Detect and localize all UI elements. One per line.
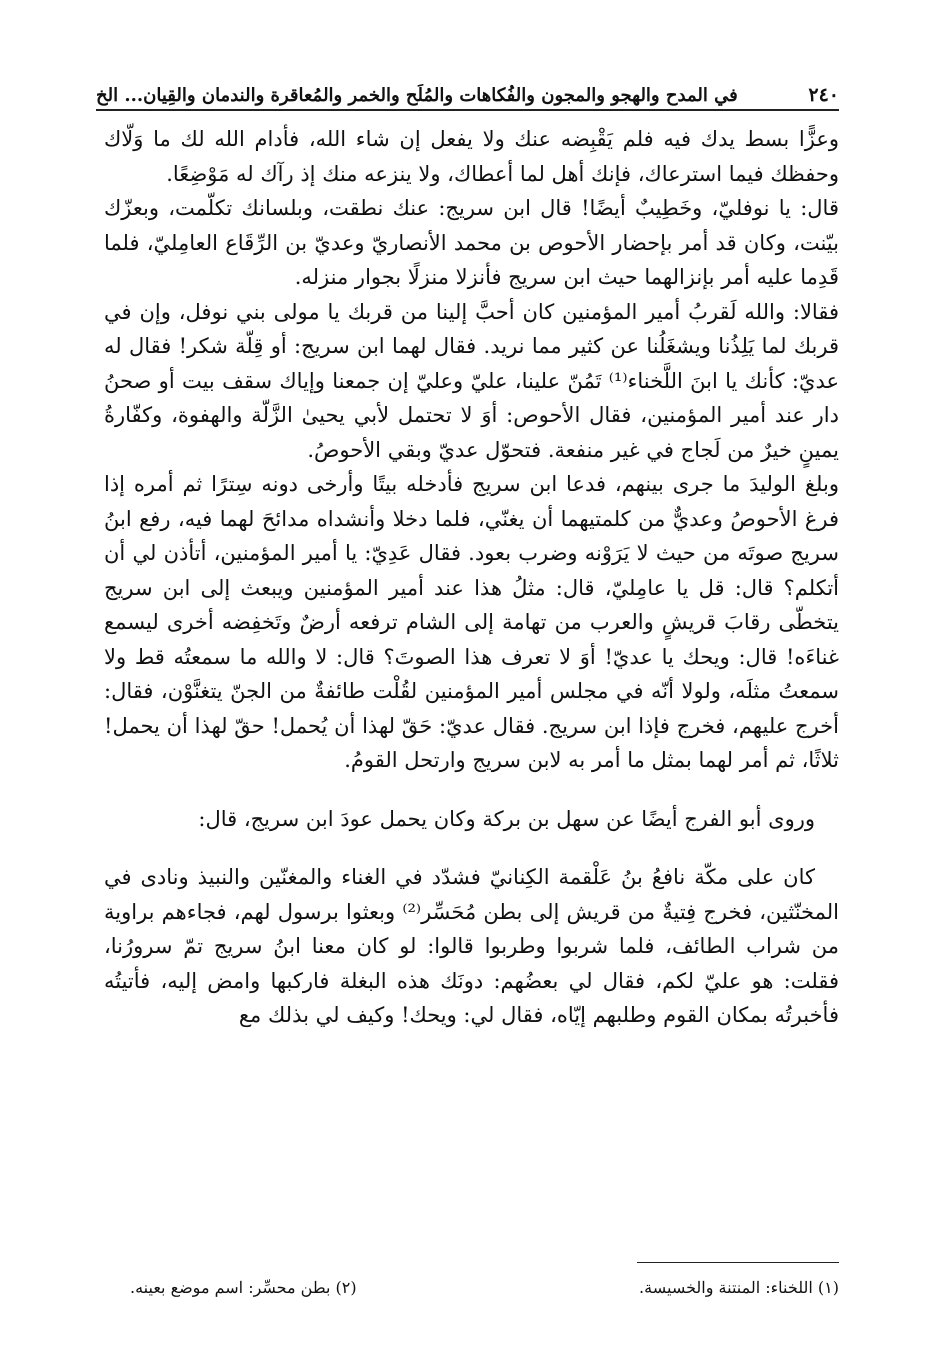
paragraph-2: قال: يا نوفليّ، وخَطِيبٌ أيضًا! قال ابن سريج: عنك نطقت، وبلسانك تكلّمت، وبعزّك بيّنت، وكان قد أمر بإحضار الأحوص بن محمد الأنصاريّ وعديّ بن الرِّقَاع العامِليّ، فلما قَدِما عليه أمر بإنزالهما حيث ابن سريج فأنزلا منزلًا بجوار منزله. (104, 196, 839, 289)
page-number: ٢٤٠ (808, 84, 839, 106)
footnote-1: (١) اللخناء: المنتنة والخسيسة. (639, 1278, 839, 1297)
header-rule (96, 109, 839, 111)
narration-intro: وروى أبو الفرج أيضًا عن سهل بن بركة وكان يحمل عودَ ابن سريج، قال: (198, 806, 815, 831)
paragraph-3: فقالا: والله لَقربُ أمير المؤمنين كان أحبَّ إلينا من قربك يا مولى بني نوفل، وإن في قربك لما يَلِذُنا ويشغَلُنا عن كثير مما نريد. فقال لهما ابن سريج: أو قِلّة شكر! فقال له عديّ: كأنك يا ابنَ اللَّخناء⁽¹⁾ تَمُنّ علينا، عليّ وعليّ إن جمعنا وإياك سقف بيت أو صحنُ دار عند أمير المؤمنين، فقال الأحوص: أوَ لا تحتمل لأبي يحيىٰ الزَّلّة والهفوة، وكفّارةُ يمينٍ خيرٌ من لَجاج في غير منفعة. فتحوّل عديّ وبقي الأحوصُ. (104, 299, 840, 462)
paragraph-1: وعزًّا بسط يدك فيه فلم يَقْبِضه عنك ولا يفعل إن شاء الله، فأدام الله لك ما وَلّاك وحفظك فيما استرعاك، فإنك أهل لما أعطاك، ولا ينزعه منك إذ رآك له مَوْضِعًا. (104, 127, 839, 186)
paragraph-4: وبلغ الوليدَ ما جرى بينهم، فدعا ابن سريج فأدخله بيتًا وأرخى دونه سِترًا ثم أمره إذا فرغ الأحوصُ وعديٌّ من كلمتيهما أن يغنّي، فلما دخلا وأنشداه مدائحَ لهما فيه، رفع ابنُ سريج صوتَه من حيث لا يَرَوْنه وضرب بعود. فقال عَدِيّ: يا أمير المؤمنين، أتأذن لي أن أتكلم؟ قال: قل يا عامِليّ، قال: مثلُ هذا عند أمير المؤمنين ويبعث إلى ابن سريج يتخطّى رقابَ قريشٍ والعرب من تهامة إلى الشام ترفعه أرضٌ وتَخفِضه أخرى ليسمع غناءَه! قال: ويحك يا عديّ! أوَ لا تعرف هذا الصوتَ؟ قال: لا والله ما سمعتُه قط ولا سمعتُ مثلَه، ولولا أنّه في مجلس أمير المؤمنين لقُلْت طائفةٌ من الجنّ يتغنَّوْن، فقال: أخرج عليهم، فخرج فإذا ابن سريج. فقال عديّ: حَقّ لهذا أن يُحمل! حقّ لهذا أن يحمل! ثلاثًا، ثم أمر لهما بمثل ما أمر به لابن سريج وارتحل القومُ. (104, 472, 839, 772)
quoted-passage: كان على مكّة نافعُ بنُ عَلْقمة الكِنانيّ فشدّد في الغناء والمغنّين والنبيذ ونادى في المخنّثين، فخرج فِتيةٌ من قريش إلى بطن مُحَسِّر⁽²⁾ وبعثوا برسول لهم، فجاءهم براوية من شراب الطائف، فلما شربوا وطربوا قالوا: لو كان معنا ابنُ سريج تمّ سرورُنا، فقلت: هو عليّ لكم، فقال لي بعضُهم: دونَك هذه البغلة فاركبها وامض إليه، فأتيتُه فأخبرتُه بمكان القوم وطلبهم إيّاه، فقال لي: ويحك! وكيف لي بذلك مع (104, 865, 839, 1027)
footnote-2: (٢) بطن محسِّر: اسم موضع بعينه. (130, 1278, 357, 1297)
body-text (104, 122, 839, 1033)
running-header (96, 72, 839, 106)
footnote-rule (637, 1262, 839, 1263)
header-title: في المدح والهجو والمجون والفُكاهات والمُلَح والخمر والمُعاقرة والندمان والقِيان... الخ (96, 85, 738, 106)
footnotes (130, 1278, 839, 1297)
